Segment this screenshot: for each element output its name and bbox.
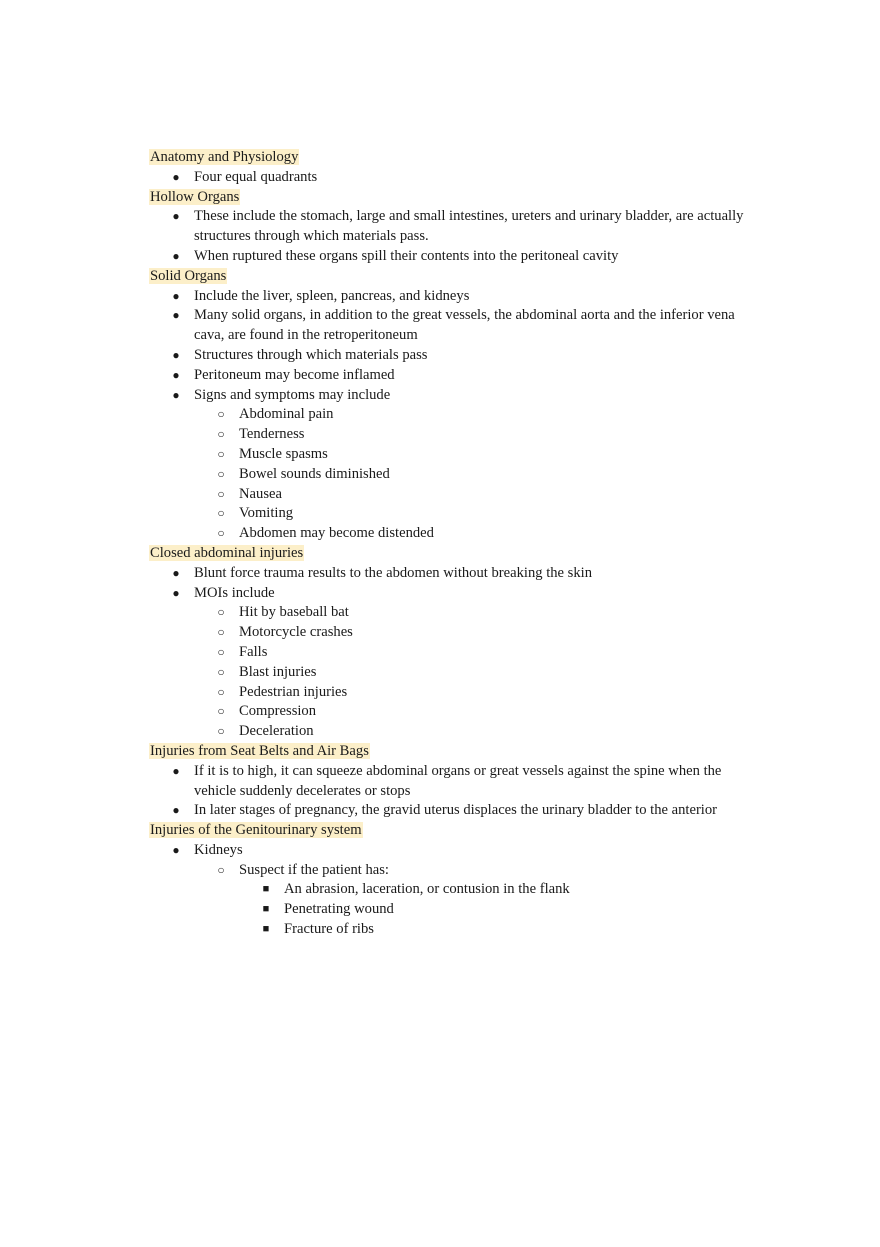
hollow-bullet-icon: ○ [217,427,225,442]
list-item [149,841,749,940]
list-item-text: Penetrating wound [284,901,394,918]
hollow-bullet-icon: ○ [217,724,225,739]
list-item-text: Four equal quadrants [194,168,318,185]
list-item-text: Motorcycle crashes [239,624,353,641]
list-item [149,584,749,742]
hollow-bullet-icon: ○ [217,446,225,461]
list-item-text: Tenderness [239,426,305,443]
hollow-bullet-icon: ○ [217,466,225,481]
list-item [194,861,749,940]
section-heading [149,188,749,208]
list-item [149,247,749,267]
list-item-text: When ruptured these organs spill their contents into the peritoneal cavity [194,247,619,264]
list-item [149,762,749,802]
bullet-icon: ● [172,347,180,362]
list-item [194,683,749,703]
list-item [194,425,749,445]
list-item-text: Structures through which materials pass [194,346,428,363]
highlighted-heading-text: Injuries from Seat Belts and Air Bags [150,742,369,759]
square-bullet-icon: ■ [262,923,270,936]
bullet-list-level-1 [149,207,749,266]
list-item-text: Vomiting [239,505,294,522]
bullet-icon: ● [172,209,180,224]
bullet-list-level-1 [149,762,749,821]
bullet-icon: ● [172,763,180,778]
list-item [239,920,749,940]
list-item-text: Include the liver, spleen, pancreas, and kidneys [194,287,470,304]
list-item-text: Pedestrian injuries [239,683,348,700]
list-item-text: Fracture of ribs [284,921,374,938]
list-item [149,801,749,821]
list-item-text: Peritoneum may become inflamed [194,366,395,383]
hollow-bullet-icon: ○ [217,644,225,659]
bullet-icon: ● [172,387,180,402]
hollow-bullet-icon: ○ [217,664,225,679]
bullet-icon: ● [172,585,180,600]
list-item-text: Compression [239,703,317,720]
section-heading [149,544,749,564]
highlighted-heading-text: Anatomy and Physiology [150,149,299,165]
list-item-text: In later stages of pregnancy, the gravid uterus displaces the urinary bladder to the anterior [194,802,718,819]
hollow-bullet-icon: ○ [217,862,225,877]
hollow-bullet-icon: ○ [217,407,225,422]
square-bullet-icon: ■ [262,903,270,916]
highlighted-heading-text: Injuries of the Genitourinary system [150,822,362,839]
list-item-text: Blast injuries [239,663,317,680]
square-bullet-icon: ■ [262,883,270,896]
list-item [194,405,749,425]
list-item-text: An abrasion, laceration, or contusion in the flank [284,881,570,898]
list-item-text: Falls [239,643,268,660]
bullet-list-level-1 [149,287,749,544]
hollow-bullet-icon: ○ [217,605,225,620]
hollow-bullet-icon: ○ [217,704,225,719]
list-item-text: Abdomen may become distended [239,525,434,542]
list-item [149,564,749,584]
list-item-text: Many solid organs, in addition to the great vessels, the abdominal aorta and the inferior vena cava, are found in the retroperitoneum [194,307,735,344]
list-item [239,900,749,920]
bullet-list-level-2 [194,861,749,940]
bullet-list-level-1 [149,168,749,188]
bullet-icon: ● [172,367,180,382]
section-heading [149,742,749,762]
bullet-icon: ● [172,248,180,263]
list-item-text: Abdominal pain [239,406,334,423]
section-heading [149,267,749,287]
list-item-text: Hit by baseball bat [239,604,349,621]
list-item [149,366,749,386]
hollow-bullet-icon: ○ [217,625,225,640]
highlighted-heading-text: Hollow Organs [150,188,240,205]
list-item [194,465,749,485]
list-item [239,880,749,900]
list-item-text: Blunt force trauma results to the abdomen without breaking the skin [194,564,592,581]
list-item [194,623,749,643]
bullet-list-level-2 [194,405,749,544]
bullet-icon: ● [172,308,180,323]
list-item [194,722,749,742]
list-item [194,485,749,505]
bullet-icon: ● [172,288,180,303]
list-item [149,306,749,346]
list-item-text: Signs and symptoms may include [194,386,391,403]
list-item [149,287,749,307]
section-heading [149,148,749,168]
bullet-list-level-3 [239,880,749,939]
list-item [194,643,749,663]
list-item-text: These include the stomach, large and small intestines, ureters and urinary bladder, are actually structures through which materials pass. [194,208,744,245]
list-item [149,386,749,544]
bullet-icon: ● [172,803,180,818]
list-item [194,524,749,544]
list-item-text: If it is to high, it can squeeze abdominal organs or great vessels against the spine when the vehicle suddenly decelerates or stops [194,762,722,799]
list-item [194,504,749,524]
hollow-bullet-icon: ○ [217,684,225,699]
bullet-list-level-2 [194,603,749,742]
list-item-text: Bowel sounds diminished [239,465,390,482]
bullet-list-level-1 [149,841,749,940]
bullet-list-level-1 [149,564,749,742]
bullet-icon: ● [172,842,180,857]
highlighted-heading-text: Closed abdominal injuries [150,544,304,561]
list-item-text: Kidneys [194,841,243,858]
list-item [149,168,749,188]
hollow-bullet-icon: ○ [217,486,225,501]
list-item-text: MOIs include [194,584,275,601]
bullet-icon: ● [172,565,180,580]
list-item [194,603,749,623]
highlighted-heading-text: Solid Organs [150,267,227,284]
list-item [149,207,749,247]
list-item-text: Suspect if the patient has: [239,861,389,878]
hollow-bullet-icon: ○ [217,526,225,541]
hollow-bullet-icon: ○ [217,506,225,521]
list-item [194,702,749,722]
list-item [194,663,749,683]
document-body [149,148,749,940]
section-heading [149,821,749,841]
list-item-text: Deceleration [239,723,314,740]
list-item [149,346,749,366]
list-item [194,445,749,465]
list-item-text: Nausea [239,485,282,502]
bullet-icon: ● [172,169,180,184]
list-item-text: Muscle spasms [239,445,328,462]
